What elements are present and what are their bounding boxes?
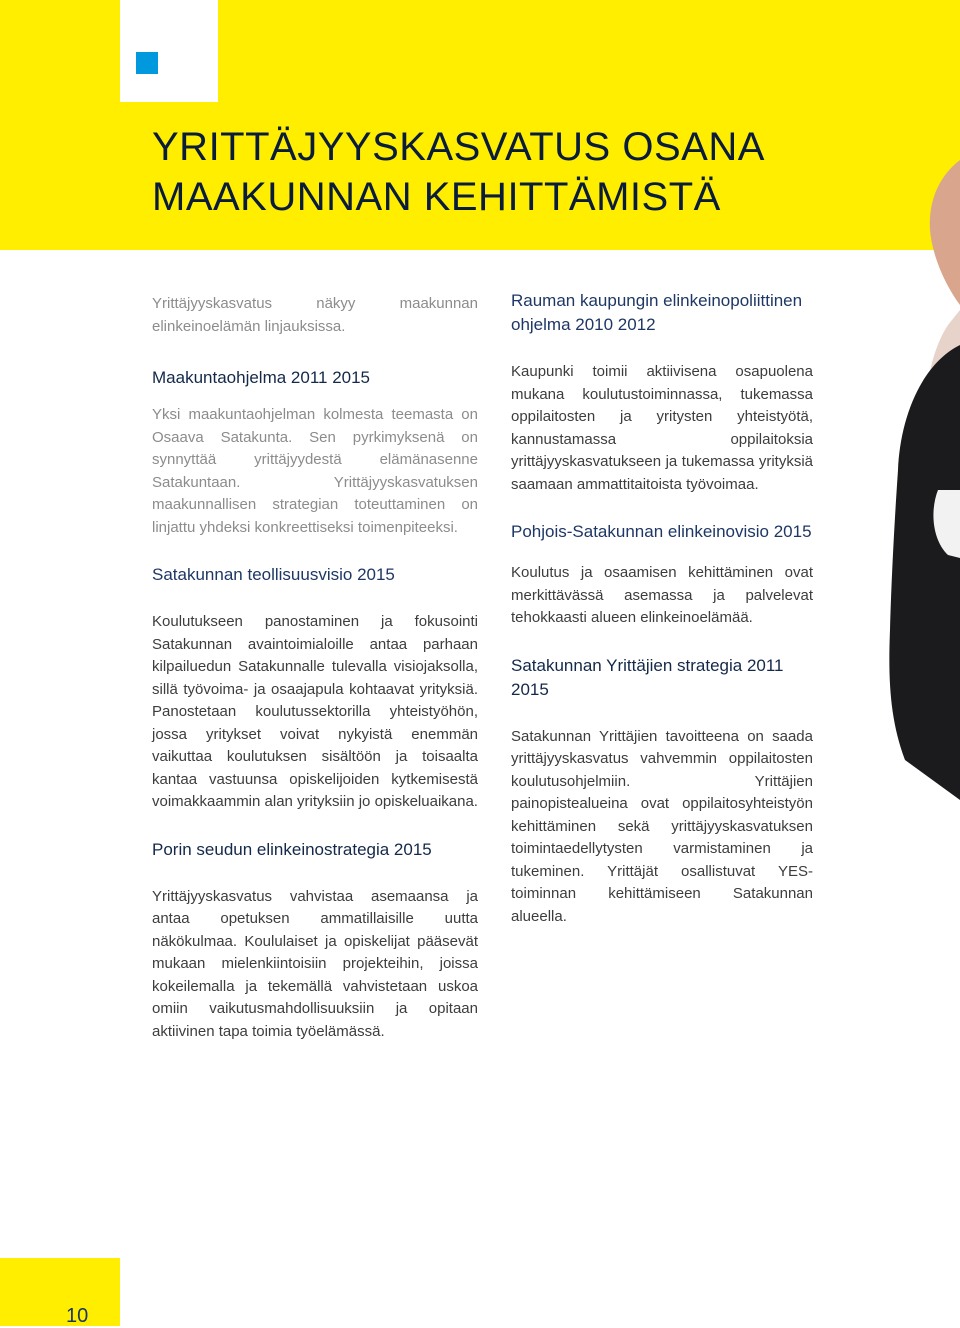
left-column	[152, 293, 478, 1043]
section-heading: Porin seudun elinkeinostrategia 2015	[152, 839, 432, 859]
person-photo	[830, 160, 960, 810]
title-line-2: MAAKUNNAN KEHITTÄMISTÄ	[152, 175, 721, 219]
section-heading: Satakunnan Yrittäjien strategia 2011 2015	[511, 655, 784, 699]
page-number: 10	[66, 1305, 89, 1327]
accent-square	[136, 52, 158, 74]
section-body: Kaupunki toimii aktiivisena osapuolena mukana koulutustoiminnassa, tukemassa oppilaitosten ja yritysten yhteistyötä, kannustamassa oppilaitoksia yrittäjyyskasvatukseen ja tukemassa yrityksiä saamaan ammattitaitoista työvoimaa.	[511, 363, 813, 493]
right-column	[511, 289, 813, 928]
page-number-tab	[0, 1258, 120, 1326]
section-body: Koulutus ja osaamisen kehittäminen ovat merkittävässä asemassa ja palvelevat tehokkaasti alueen elinkeinoelämää.	[511, 564, 813, 626]
section-heading: Maakuntaohjelma 2011 2015	[152, 368, 371, 387]
corner-tab	[120, 0, 218, 102]
section-heading: Satakunnan teollisuusvisio 2015	[152, 565, 395, 584]
section-heading: Pohjois-Satakunnan elinkeinovisio 2015	[511, 522, 812, 541]
section-heading: Rauman kaupungin elinkeinopoliittinen ohjelma 2010 2012	[511, 291, 803, 334]
section-body: Satakunnan Yrittäjien tavoitteena on saada yrittäjyyskasvatus vahvemmin oppilaitosten koulutusohjelmiin. Yrittäjien painopistealueina ovat oppilaitosyhteistyön kehittäminen sekä yrittäjyyskasvatuksen toimintaedellytysten varmistaminen ja tukeminen. Yrittäjät osallistuvat YES-toiminnan kehittämiseen Satakunnan alueella.	[511, 727, 813, 925]
section-body: Yrittäjyyskasvatus vahvistaa asemaansa ja antaa opetuksen ammatillaisille uutta näkökulmaa. Koululaiset ja opiskelijat pääsevät mukaan mielenkiintoisiin projekteihin, joissa kokeilemalla ja tekemällä vahvistetaan uskoa omiin vaikutusmahdollisuuksiin ja opitaan aktiivinen tapa toimia työelämässä.	[152, 887, 478, 1040]
title-line-1: YRITTÄJYYSKASVATUS OSANA	[152, 125, 765, 169]
page-title	[152, 122, 852, 222]
section-body: Yksi maakuntaohjelman kolmesta teemasta on Osaava Satakunta. Sen pyrkimyksenä on synnyttää yrittäjyydestä elämänasenne Satakuntaan. Yrittäjyyskasvatuksen maakunnallisen strategian toteuttaminen on linjattu yhdeksi konkreettiseksi toimenpiteeksi.	[152, 406, 478, 536]
intro-text: Yrittäjyyskasvatus näkyy maakunnan elinkeinoelämän linjauksissa.	[152, 295, 478, 335]
section-body: Koulutukseen panostaminen ja fokusointi Satakunnan avaintoimialoille antaa parhaan kilpailuedun Satakunnalle tulevalla visiojaksolla, sillä työvoima- ja osaajapula kohtaavat yrityksiä. Panostetaan koulutussektorilla yhteistyöhön, jossa yritykset voivat nykyistä enemmän vaikuttaa koulutuksen sisältöön ja toisaalta kantaa vastuunsa opiskelijoiden kytkemisestä voimakkaammin alan yrityksiin jo opiskeluaikana.	[152, 613, 478, 810]
